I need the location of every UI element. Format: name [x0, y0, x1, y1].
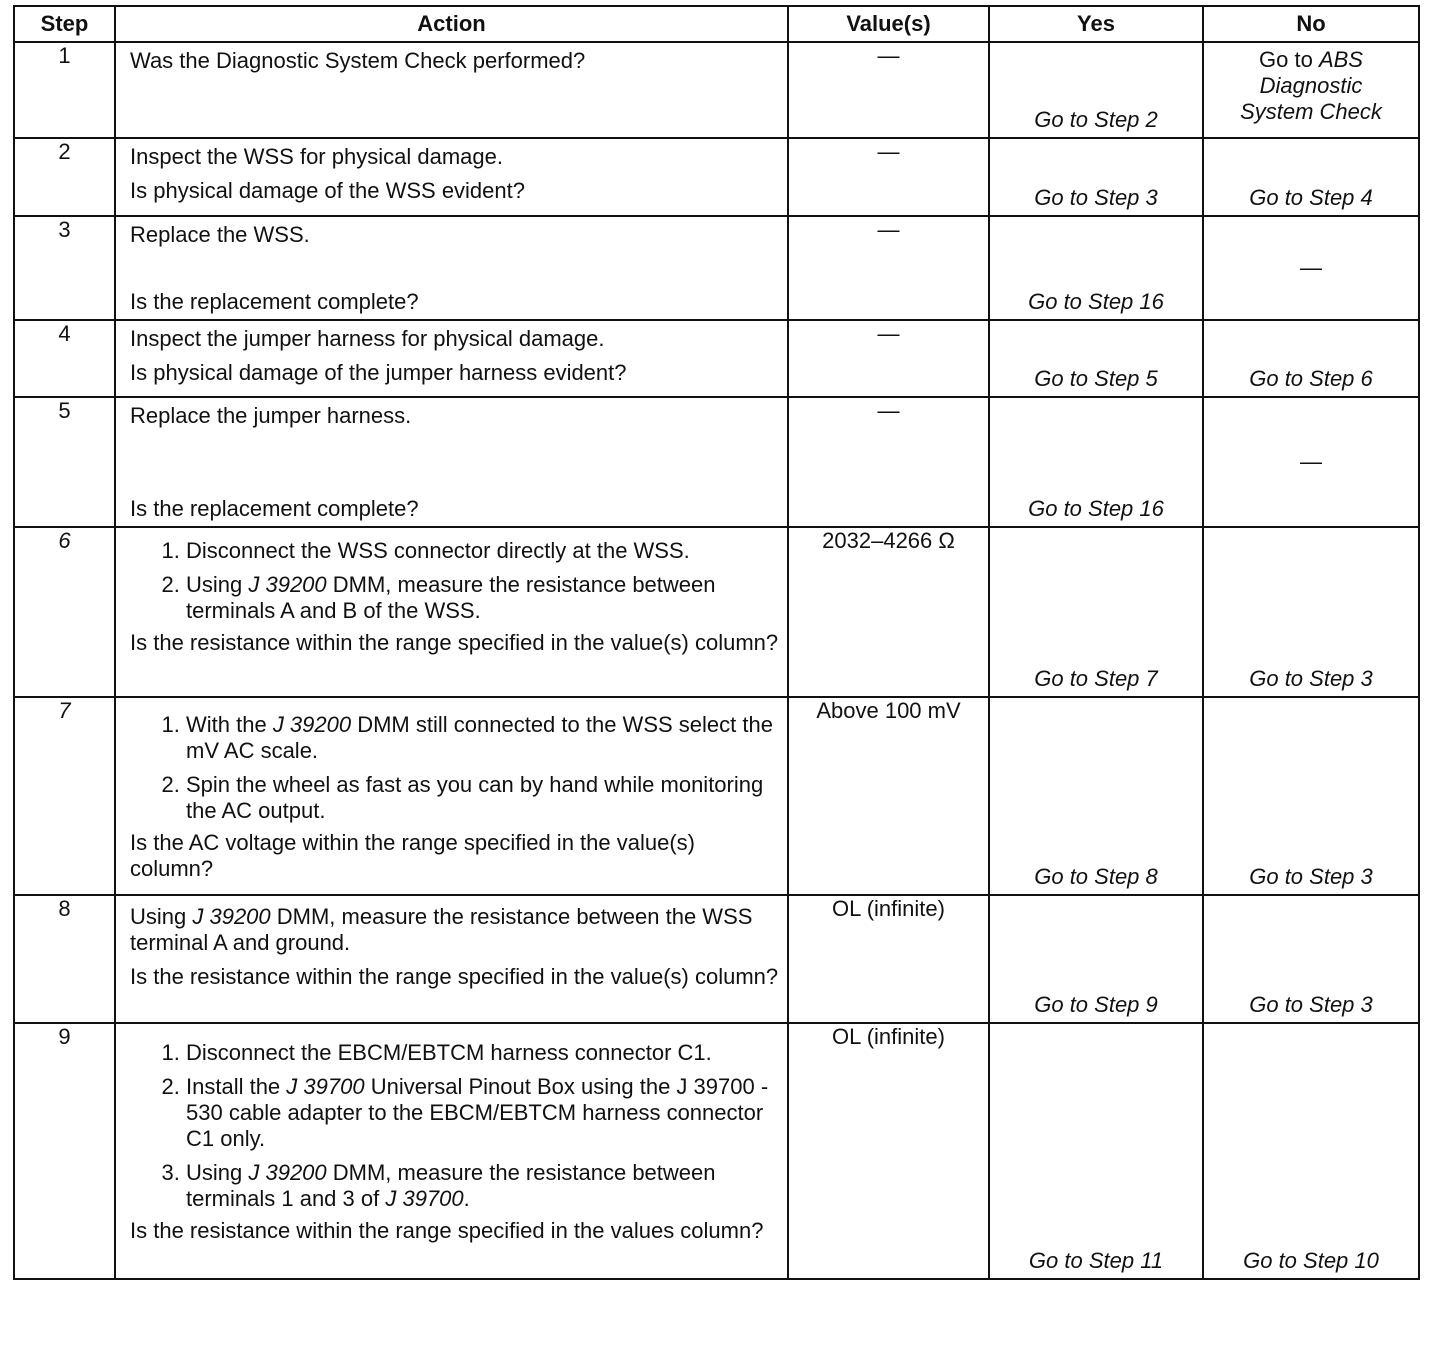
value-cell: Above 100 mV	[788, 697, 989, 895]
header-action: Action	[115, 6, 788, 42]
yes-cell	[989, 895, 1203, 1023]
no-result	[1204, 43, 1418, 125]
value-cell: —	[788, 320, 989, 397]
action-cell	[115, 138, 788, 216]
yes-result: Go to Step 3	[1034, 185, 1158, 210]
action-cell	[115, 527, 788, 697]
tool-name: J 39700	[286, 1074, 365, 1099]
diagnostic-table	[13, 5, 1420, 1280]
action-cell	[115, 320, 788, 397]
yes-cell	[989, 216, 1203, 320]
action-step: 2. Using J 39200 DMM, measure the resistance between terminals A and B of the WSS.	[186, 572, 779, 624]
no-cell	[1203, 42, 1419, 138]
yes-result: Go to Step 5	[1034, 366, 1158, 391]
action-cell	[115, 397, 788, 527]
no-cell	[1203, 527, 1419, 697]
yes-cell	[989, 697, 1203, 895]
table-row	[14, 216, 1419, 320]
no-result: Go to Step 3	[1249, 666, 1373, 691]
no-result-prefix: Go to	[1259, 47, 1319, 72]
yes-cell	[989, 320, 1203, 397]
no-result-link-3: System Check	[1240, 99, 1382, 124]
action-step: 1. Disconnect the EBCM/EBTCM harness connector C1.	[186, 1040, 779, 1066]
action-question: Is the resistance within the range specified in the value(s) column?	[130, 630, 779, 655]
table-row	[14, 1023, 1419, 1279]
no-cell	[1203, 697, 1419, 895]
action-text: Replace the WSS.	[130, 222, 310, 247]
yes-cell	[989, 527, 1203, 697]
no-result: Go to Step 3	[1249, 992, 1373, 1017]
header-no: No	[1203, 6, 1419, 42]
value-cell: 2032–4266 Ω	[788, 527, 989, 697]
header-row	[14, 6, 1419, 42]
yes-result: Go to Step 2	[1034, 107, 1158, 132]
yes-result: Go to Step 16	[1028, 496, 1164, 521]
no-result: Go to Step 4	[1249, 185, 1373, 210]
action-cell	[115, 216, 788, 320]
action-steps	[130, 538, 779, 624]
action-cell	[115, 895, 788, 1023]
action-question: Is the resistance within the range specified in the values column?	[130, 1218, 764, 1243]
yes-cell	[989, 42, 1203, 138]
tool-name: J 39200	[192, 904, 271, 929]
table-row	[14, 42, 1419, 138]
action-question: Is the AC voltage within the range specified in the value(s) column?	[130, 830, 695, 881]
tool-name: J 39200	[248, 572, 327, 597]
action-question: Is physical damage of the jumper harness evident?	[130, 360, 627, 385]
action-steps	[130, 1040, 779, 1212]
no-result: —	[1300, 449, 1322, 474]
step-number: 5	[14, 397, 115, 527]
step-number: 3	[14, 216, 115, 320]
table-row	[14, 397, 1419, 527]
value-cell: —	[788, 216, 989, 320]
yes-cell	[989, 138, 1203, 216]
step-number: 1	[14, 42, 115, 138]
table-row	[14, 697, 1419, 895]
value-cell: OL (infinite)	[788, 1023, 989, 1279]
step-number: 6	[14, 527, 115, 697]
yes-result: Go to Step 16	[1028, 289, 1164, 314]
header-values: Value(s)	[788, 6, 989, 42]
step-number: 4	[14, 320, 115, 397]
action-step: 2. Spin the wheel as fast as you can by hand while monitoring the AC output.	[186, 772, 779, 824]
value-cell: —	[788, 42, 989, 138]
yes-result: Go to Step 7	[1034, 666, 1158, 691]
yes-result: Go to Step 8	[1034, 864, 1158, 889]
action-question: Is the replacement complete?	[130, 289, 419, 314]
action-cell	[115, 697, 788, 895]
action-question: Is physical damage of the WSS evident?	[130, 178, 525, 203]
action-step: 1. Disconnect the WSS connector directly at the WSS.	[186, 538, 779, 564]
action-question: Is the resistance within the range specified in the value(s) column?	[130, 964, 779, 989]
action-step: 3. Using J 39200 DMM, measure the resistance between terminals 1 and 3 of J 39700.	[186, 1160, 779, 1212]
value-cell: —	[788, 138, 989, 216]
no-cell	[1203, 895, 1419, 1023]
no-cell	[1203, 1023, 1419, 1279]
action-step: 2. Install the J 39700 Universal Pinout Box using the J 39700 - 530 cable adapter to the EBCM/EBTCM harness connector C1 only.	[186, 1074, 779, 1152]
no-cell	[1203, 138, 1419, 216]
no-cell	[1203, 397, 1419, 527]
tool-name: J 39200	[248, 1160, 327, 1185]
table-row	[14, 895, 1419, 1023]
yes-result: Go to Step 11	[1028, 1248, 1164, 1273]
step-number: 2	[14, 138, 115, 216]
step-number: 7	[14, 697, 115, 895]
no-cell	[1203, 320, 1419, 397]
action-text: Inspect the WSS for physical damage.	[130, 144, 503, 169]
table-row	[14, 320, 1419, 397]
yes-cell	[989, 397, 1203, 527]
tool-name: J 39200	[272, 712, 352, 737]
action-text: Inspect the jumper harness for physical damage.	[130, 326, 605, 351]
action-question: Is the replacement complete?	[130, 496, 419, 521]
action-text: Using J 39200 DMM, measure the resistance between the WSS terminal A and ground.	[130, 904, 753, 955]
no-cell	[1203, 216, 1419, 320]
table-row	[14, 527, 1419, 697]
action-text: Was the Diagnostic System Check performed?	[130, 48, 586, 73]
no-result: Go to Step 3	[1249, 864, 1373, 889]
action-text: Replace the jumper harness.	[130, 403, 412, 428]
no-result-link-2: Diagnostic	[1259, 73, 1363, 98]
yes-cell	[989, 1023, 1203, 1279]
action-steps	[130, 712, 779, 824]
action-cell	[115, 1023, 788, 1279]
table-row	[14, 138, 1419, 216]
step-number: 9	[14, 1023, 115, 1279]
action-step: 1. With the J 39200 DMM still connected to the WSS select the mV AC scale.	[186, 712, 779, 764]
no-result: —	[1300, 255, 1322, 280]
step-number: 8	[14, 895, 115, 1023]
value-cell: OL (infinite)	[788, 895, 989, 1023]
yes-result: Go to Step 9	[1034, 992, 1158, 1017]
value-cell: —	[788, 397, 989, 527]
tool-name: J 39700	[385, 1186, 464, 1211]
header-step: Step	[14, 6, 115, 42]
no-result: Go to Step 10	[1243, 1248, 1379, 1273]
no-result-link-1: ABS	[1318, 47, 1363, 72]
no-result: Go to Step 6	[1249, 366, 1373, 391]
header-yes: Yes	[989, 6, 1203, 42]
action-cell	[115, 42, 788, 138]
